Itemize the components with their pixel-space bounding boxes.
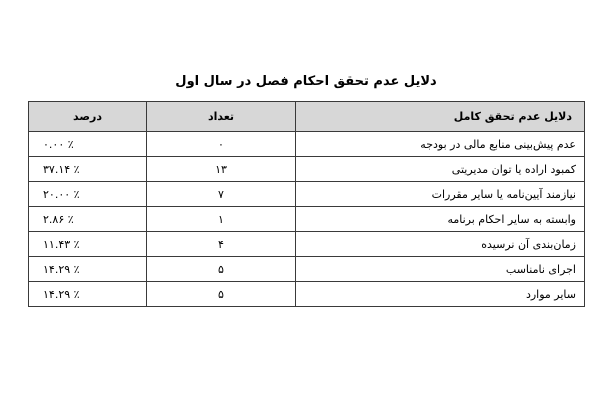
table-row <box>29 132 585 157</box>
cell-reason: اجرای نامناسب <box>296 257 585 282</box>
cell-reason: نیازمند آیین‌نامه یا سایر مقررات <box>296 182 585 207</box>
cell-reason: سایر موارد <box>296 282 585 307</box>
cell-count: ۷ <box>147 182 296 207</box>
reasons-table <box>28 101 585 307</box>
table-row <box>29 207 585 232</box>
table-row <box>29 257 585 282</box>
cell-percent: ٪ ۲۰.۰۰ <box>29 182 147 207</box>
cell-reason: کمبود اراده یا توان مدیریتی <box>296 157 585 182</box>
cell-percent: ٪ ۳۷.۱۴ <box>29 157 147 182</box>
table-title: دلایل عدم تحقق احکام فصل در سال اول <box>175 74 437 89</box>
cell-reason: زمان‌بندی آن نرسیده <box>296 232 585 257</box>
table-row <box>29 232 585 257</box>
table-header-row <box>29 102 585 132</box>
cell-reason: وابسته به سایر احکام برنامه <box>296 207 585 232</box>
table-row <box>29 182 585 207</box>
cell-percent: ٪ ۲.۸۶ <box>29 207 147 232</box>
cell-count: ۵ <box>147 282 296 307</box>
cell-count: ۴ <box>147 232 296 257</box>
cell-percent: ٪ ۰.۰۰ <box>29 132 147 157</box>
cell-percent: ٪ ۱۱.۴۳ <box>29 232 147 257</box>
cell-count: ۵ <box>147 257 296 282</box>
table-row <box>29 157 585 182</box>
column-header-percent: درصد <box>29 102 147 132</box>
cell-percent: ٪ ۱۴.۲۹ <box>29 257 147 282</box>
cell-count: ۰ <box>147 132 296 157</box>
column-header-count: تعداد <box>147 102 296 132</box>
cell-count: ۱۳ <box>147 157 296 182</box>
cell-reason: عدم پیش‌بینی منابع مالی در بودجه <box>296 132 585 157</box>
cell-count: ۱ <box>147 207 296 232</box>
table-row <box>29 282 585 307</box>
column-header-reason: دلایل عدم تحقق کامل <box>296 102 585 132</box>
cell-percent: ٪ ۱۴.۲۹ <box>29 282 147 307</box>
